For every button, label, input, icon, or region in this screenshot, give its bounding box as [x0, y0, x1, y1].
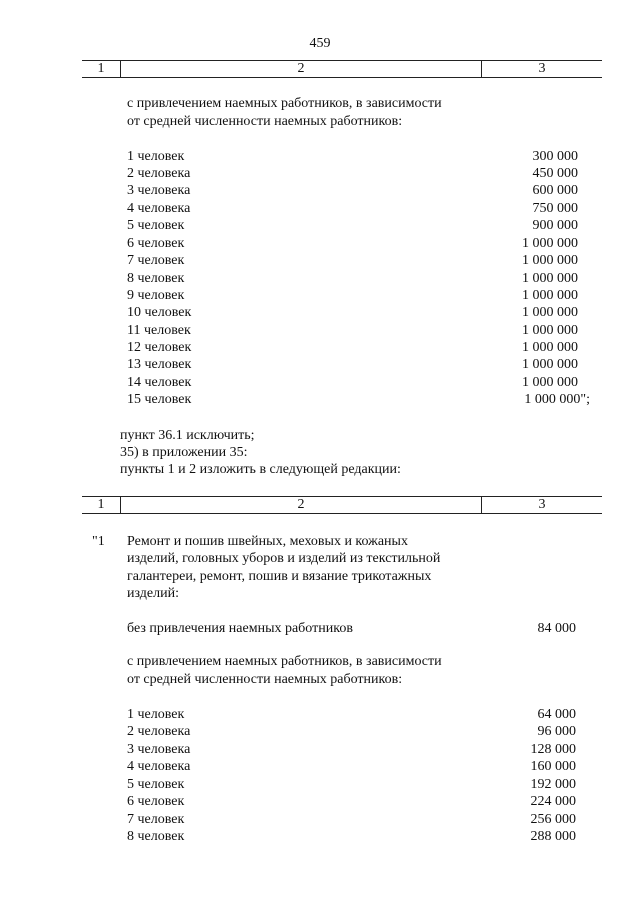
amendment-line: 35) в приложении 35:	[120, 445, 248, 460]
item-title-line: изделий:	[127, 586, 179, 601]
table-row-value: 96 000	[537, 724, 576, 739]
table-row-value: 1 000 000	[522, 288, 578, 303]
table-row-value: 1 000 000	[522, 357, 578, 372]
amendment-line: пункт 36.1 исключить;	[120, 428, 255, 443]
table-row-value: 1 000 000	[522, 236, 578, 251]
table-row-label: 1 человек	[127, 707, 185, 722]
table-row-label: 7 человек	[127, 253, 185, 268]
table-row-label: 1 человек	[127, 149, 185, 164]
table-row-label: 4 человека	[127, 201, 191, 216]
table-row-value: 160 000	[530, 759, 576, 774]
table-row-label: 4 человека	[127, 759, 191, 774]
column-header-2: 2	[121, 61, 482, 77]
item-number: "1	[92, 534, 105, 549]
table-row-value: 128 000	[530, 742, 576, 757]
table-row-label: 7 человек	[127, 812, 185, 827]
section1-intro-line: с привлечением наемных работников, в зависимости	[127, 96, 442, 111]
column-header-3: 3	[538, 61, 546, 76]
table-row-label: 15 человек	[127, 392, 192, 407]
table-row-value: 300 000	[532, 149, 578, 164]
table-row-value: 256 000	[530, 812, 576, 827]
table-row-label: 5 человек	[127, 218, 185, 233]
table-row-value: 1 000 000	[522, 271, 578, 286]
item-title-line: Ремонт и пошив швейных, меховых и кожаных	[127, 534, 408, 549]
column-header-row	[82, 60, 602, 78]
table-row-label: 2 человека	[127, 166, 191, 181]
table-row-label: 10 человек	[127, 305, 192, 320]
table-row-label: 11 человек	[127, 323, 191, 338]
table-row-label: 8 человек	[127, 829, 185, 844]
item-title-line: галантереи, ремонт, пошив и вязание трикотажных	[127, 569, 432, 584]
section2-intro-line: от средней численности наемных работников:	[127, 672, 403, 687]
column-header-1: 1	[82, 497, 121, 513]
item-title-line: изделий, головных уборов и изделий из текстильной	[127, 551, 441, 566]
table-row-value: 1 000 000	[522, 305, 578, 320]
table-row-value: 288 000	[530, 829, 576, 844]
no-employees-value: 84 000	[537, 621, 576, 636]
table-row-label: 3 человека	[127, 183, 191, 198]
table-row-value: 64 000	[537, 707, 576, 722]
section2-intro-line: с привлечением наемных работников, в зависимости	[127, 654, 442, 669]
page-number: 459	[309, 36, 331, 51]
table-row-value: 1 000 000	[522, 323, 578, 338]
table-row-label: 6 человек	[127, 236, 185, 251]
column-header-3: 3	[538, 497, 546, 512]
table-row-label: 12 человек	[127, 340, 192, 355]
table-row-label: 6 человек	[127, 794, 185, 809]
table-row-value: 1 000 000	[522, 375, 578, 390]
table-row-value: 224 000	[530, 794, 576, 809]
table-row-value: 192 000	[530, 777, 576, 792]
section1-intro-line: от средней численности наемных работников:	[127, 114, 403, 129]
table-row-value: 600 000	[532, 183, 578, 198]
no-employees-label: без привлечения наемных работников	[127, 621, 353, 636]
table-row-value: 900 000	[532, 218, 578, 233]
column-header-row	[82, 496, 602, 514]
table-row-label: 13 человек	[127, 357, 192, 372]
amendment-line: пункты 1 и 2 изложить в следующей редакции:	[120, 462, 401, 477]
table-row-value: 450 000	[532, 166, 578, 181]
table-row-value: 1 000 000	[522, 340, 578, 355]
table-row-label: 3 человека	[127, 742, 191, 757]
table-row-label: 2 человека	[127, 724, 191, 739]
table-row-label: 8 человек	[127, 271, 185, 286]
table-row-value: 1 000 000	[522, 253, 578, 268]
column-header-1: 1	[82, 61, 121, 77]
table-row-value: 1 000 000";	[524, 392, 590, 407]
table-row-label: 14 человек	[127, 375, 192, 390]
table-row-value: 750 000	[532, 201, 578, 216]
table-row-label: 5 человек	[127, 777, 185, 792]
column-header-2: 2	[121, 497, 482, 513]
table-row-label: 9 человек	[127, 288, 185, 303]
